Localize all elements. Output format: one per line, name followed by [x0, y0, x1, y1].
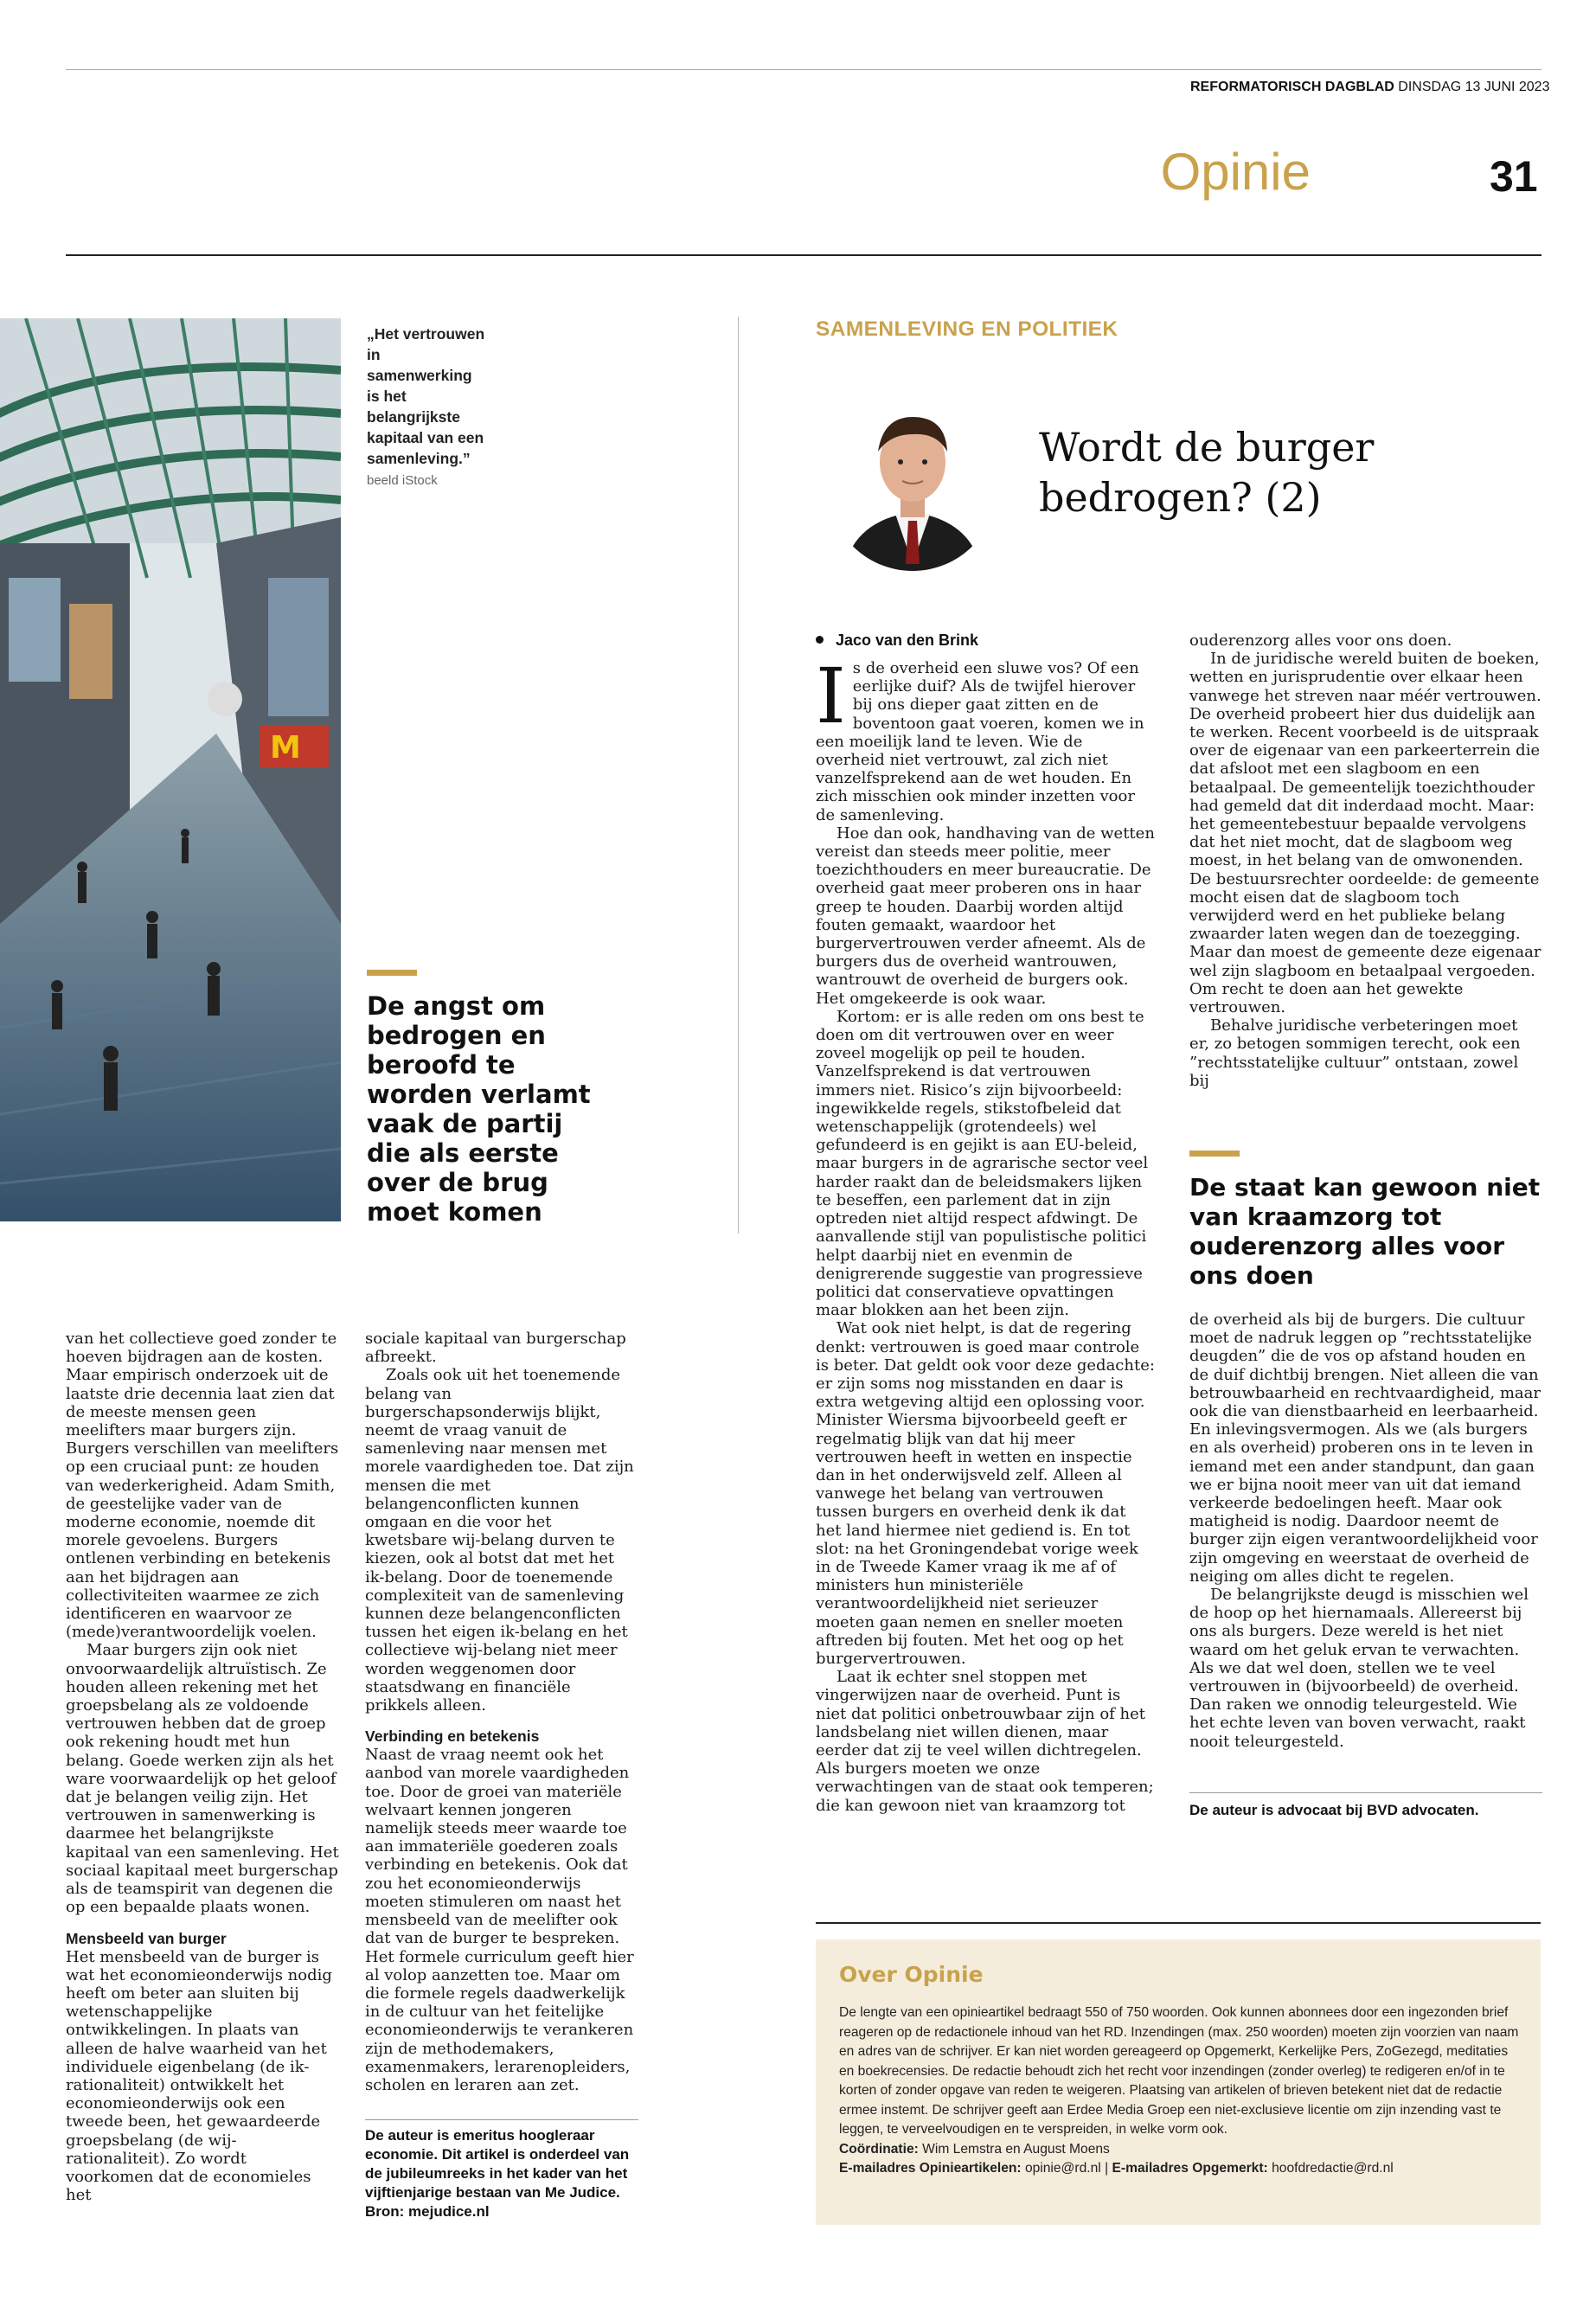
paragraph: Wat ook niet helpt, is dat de regering denkt: vertrouwen is goed maar controle is beter. Dat geldt ook voor deze gedachte: er zijn soms nog misstanden en daar is extra wetgeving altijd een oplossing voor. Minister Wiersma bijvoorbeeld geeft er regelmatig blijk van dat hij meer vertrouwen heeft in wetten en inspectie dan in het onderwijsveld zelf. Alleen al vanwege het belang van vertrouwen tussen burgers en overheid denk ik dat het land hiermee niet gediend is. En tot slot: na het Groningendebat vorige week in de Tweede Kamer vraag ik me af of ministers hun ministeriële verantwoordelijkheid niet serieuzer moeten gaan nemen en sneller moeten aftreden bij fouten. Met het oog op het burgervertrouwen.: [816, 1319, 1155, 1668]
header-rule: [66, 254, 1542, 256]
box-rule: [816, 1922, 1541, 1924]
article-rubric: SAMENLEVING EN POLITIEK: [816, 317, 1118, 341]
paragraph: Behalve juridische verbeteringen moet er, zo betogen sommigen terecht, ook een ”rechtsstatelijke cultuur” ontstaan, zowel bij: [1189, 1016, 1521, 1090]
section-title: Opinie: [1160, 143, 1311, 201]
paragraph: Hoe dan ook, handhaving van de wetten vereist dan steeds meer politie, meer toezichthouders en meer bureaucratie. De overheid gaat meer proberen ons in haar greep te houden. Daarbij worden altijd fouten gemaakt, waardoor het burgervertrouwen verder afneemt. Als de burgers dus de overheid wantrouwen, wantrouwt de overheid de burgers ook. Het omgekeerde is ook waar.: [816, 824, 1155, 1008]
bullet-icon: [816, 636, 824, 644]
subheading: Mensbeeld van burger: [66, 1929, 227, 1947]
info-box-title: Over Opinie: [839, 1962, 984, 1987]
photo-credit: beeld iStock: [367, 473, 438, 488]
pullquote-left: De angst om bedrogen en beroofd te worden verlamt vaak de partij die als eerste over de brug moet komen: [367, 991, 591, 1227]
paragraph: Het mensbeeld van de burger is wat het economieonderwijs nodig heeft om beter aan sluiten bij wetenschappelijke ontwikkelingen. In plaats van alleen de halve waarheid van het individuele eigenbelang (de ik-rationaliteit) ontwikkelt het economieonderwijs ook een tweede been, het gewaardeerde groepsbelang (de wij-rationaliteit). Zo wordt voorkomen dat de economieles het: [66, 1947, 332, 2205]
svg-text:M: M: [270, 730, 301, 766]
pullquote-accent: [1189, 1150, 1240, 1157]
footnote-rule: [365, 2119, 638, 2120]
paragraph: De belangrijkste deugd is misschien wel de hoop op het hiernamaals. Allereerst bij ons als burgers. Deze wereld is het niet waard om het geluk ervan te verwachten. Als we dat wel doen, stellen we te veel vertrouwen in (bijvoorbeeld) de overheid. Dan raken we onnodig teleurgesteld. Wie het echte leven van boven verwacht, raakt nooit teleurgesteld.: [1189, 1586, 1529, 1751]
photo-caption: „Het vertrouwen in samenwerking is het belangrijkste kapitaal van een samenleving.” beeld iStock: [367, 325, 485, 488]
paragraph: Naast de vraag neemt ook het aanbod van morele vaardigheden toe. Door de groei van materiële welvaart kennen jongeren namelijk steeds meer waarde toe aan immateriële goederen zoals verbinding en betekenis. Ook dat zou het economieonderwijs moeten stimuleren om naast het mensbeeld van de meelifter ook dat van de burger te bespreken. Het formele curriculum geeft hier al volop aanzetten toe. Maar om die formele regels daadwerkelijk in de cultuur van het feitelijke economieonderwijs te verankeren zijn de methodemakers, examenmakers, lerarenopleiders, scholen en leraren aan zet.: [365, 1746, 634, 2094]
paragraph: de overheid als bij de burgers. Die cultuur moet de nadruk leggen op ”rechtsstatelijke deugden” die de vos op afstand houden en de duif dichtbij brengen. Niet alleen die van betrouwbaarheid en rechtvaardigheid, maar ook die van dienstbaarheid en leerbaarheid. En inlevingsvermogen. Als we (als burgers en als overheid) proberen ons in te leven in iemand met een ander standpunt, dan gaan we er bijna nooit meer van uit dat iemand verkeerde bedoelingen heeft. Maar ook matigheid is nodig. Daardoor neemt de burger zijn eigen verantwoordelijkheid voor zijn omgeving en weerstaat de overheid de neiging om alles dicht te regelen.: [1189, 1311, 1541, 1586]
email-link[interactable]: opinie@rd.nl: [1024, 2161, 1101, 2176]
page-number: 31: [1490, 152, 1538, 201]
top-rule: [66, 69, 1542, 70]
pullquote-right: De staat kan gewoon niet van kraamzorg tot ouderenzorg alles voor ons doen: [1189, 1173, 1541, 1290]
column-divider: [738, 317, 739, 1234]
right-article-footnote: De auteur is advocaat bij BVD advocaten.: [1189, 1802, 1479, 1818]
paragraph: Is de overheid een sluwe vos? Of een eerlijke duif? Als de twijfel hierover bij ons dieper gaat zitten en de boventoon gaat voeren, komen we in een moeilijk land te leven. Wie de overheid niet vertrouwt, zal zich niet vanzelfsprekend aan de wet houden. En zich misschien ook minder inzetten voor de samenleving.: [816, 651, 1144, 824]
left-article-col1: [66, 1330, 339, 2204]
paragraph: In de juridische wereld buiten de boeken, wetten en jurisprudentie over elkaar heen vanwege het streven naar méér vertrouwen. De overheid probeert hier dus duidelijk aan te werken. Recent voorbeeld is de uitspraak over de eigenaar van een parkeerterrein die dat afsloot met een slagboom en een betaalpaal. De gemeentelijk toezichthouder had gemeld dat dit inderdaad mocht. Maar: het gemeentebestuur bepaalde vervolgens dat het niet mocht, dat de slagboom weg moest, in het belang van de omwonenden. De bestuursrechter oordeelde: de gemeente mocht eisen dat de slagboom toch verwijderd werd en het publieke belang zwaarder laten wegen dan de toezegging. Maar dan moest de gemeente deze eigenaar wel zijn slagboom en betaalpaal vergoeden. Om recht te doen aan het gewekte vertrouwen.: [1189, 650, 1542, 1017]
left-article-footnote: De auteur is emeritus hoogleraar economie. Dit artikel is onderdeel van de jubileumreeks in het kader van het vijftienjarige bestaan van Me Judice. Bron: mejudice.nl: [365, 2127, 630, 2220]
paragraph: van het collectieve goed zonder te hoeven bijdragen aan de kosten. Maar empirisch onderzoek uit de laatste drie decennia laat zien dat de meeste mensen geen meelifters maar burgers zijn. Burgers verschillen van meelifters op een cruciaal punt: ze houden van wederkerigheid. Adam Smith, de geestelijke vader van de moderne economie, noemde dit morele gevoelens. Burgers ontlenen verbinding en betekenis aan het bijdragen aan collectiviteiten waarmee ze zich identificeren en waarvoor ze (mede)verantwoordelijk voelen.: [66, 1330, 339, 1642]
left-article-col2: [365, 1330, 638, 2094]
right-article-col1: [816, 651, 1155, 1815]
paragraph: Maar burgers zijn ook niet onvoorwaardelijk altruïstisch. Ze houden alleen rekening met het groepsbelang als ze voldoende vertrouwen hebben dat de groep ook rekening houdt met hun belang. Goede werken zijn als het ware voorwaardelijk op het geloof dat je belangen veilig zijn. Het vertrouwen in samenwerking is daarmee het belangrijkste kapitaal van een samenleving. Het sociaal kapitaal meet burgerschap als de teamspirit van degenen die op een bepaalde plaats wonen.: [66, 1641, 339, 1917]
paragraph: sociale kapitaal van burgerschap afbreekt.: [365, 1330, 626, 1367]
paragraph: ouderenzorg alles voor ons doen.: [1189, 631, 1452, 650]
info-box-text: De lengte van een opinieartikel bedraagt 550 of 750 woorden. Ook kunnen abonnees door een ingezonden brief reageren op de redactionele inhoud van het RD. Inzendingen (max. 250 woorden) moeten zijn voorzien van naam en adres van de schrijver. Er kan niet worden gereageerd op Opgemerkt, Kerkelijke Pers, ZoGezegd, meditaties en boekrecensies. De redactie behoudt zich het recht voor inzendingen (zonder overleg) te redigeren en/of in te korten of zonder opgave van reden te weigeren. Plaatsing van artikelen of brieven betekent niet dat de redactie ermee instemt. De schrijver geeft aan Erdee Media Groep een niet-exclusieve licentie om zijn inzending vast te leggen, te verveelvoudigen en te verspreiden, in welke vorm ook. Coördinatie: Wim Lemstra en August Moens E-mailadres Opinieartikelen: opinie@rd.nl | E-mailadres Opgemerkt: hoofdredactie@rd.nl: [839, 2005, 1519, 2176]
right-article-col2-top: [1189, 631, 1542, 1090]
email-link[interactable]: hoofdredactie@rd.nl: [1272, 2161, 1394, 2176]
paragraph: Zoals ook uit het toenemende belang van burgerschapsonderwijs blijkt, neemt de vraag vanuit de samenleving naar mensen met morele vaardigheden toe. Dat zijn mensen die met belangenconflicten kunnen omgaan en die voor het kwetsbare wij-belang durven te kiezen, ook al botst dat met het ik-belang. Door de toenemende complexiteit van de samenleving kunnen deze belangenconflicten tussen het eigen ik-belang en het collectieve wij-belang niet meer worden weggenomen door staatsdwang en financiële prikkels alleen.: [365, 1366, 634, 1715]
paragraph: Kortom: er is alle reden om ons best te doen om dit vertrouwen over en weer zoveel mogelijk op peil te houden. Vanzelfsprekend is dat vertrouwen immers niet. Risico’s zijn bijvoorbeeld: ingewikkelde regels, stikstofbeleid dat wetenschappelijk (grotendeels) wel gefundeerd is en gejikt is aan EU-beleid, maar burgers in de agrarische sector veel harder raakt dan de beleidsmakers lijken te beseffen, een parlement dat in zijn optreden niet altijd respect afdwingt. De aanvallende stijl van populistische politici helpt daarbij niet en evenmin de denigrerende suggestie van progressieve politici dat conservatieve opvattingen maar blokken aan het been zijn.: [816, 1007, 1149, 1320]
subheading: Verbinding en betekenis: [365, 1727, 540, 1746]
author-byline: Jaco van den Brink: [816, 631, 978, 650]
masthead: REFORMATORISCH DAGBLAD DINSDAG 13 JUNI 2023: [1190, 80, 1550, 94]
right-article-col2-bottom: [1189, 1311, 1542, 1751]
author-portrait: [826, 391, 999, 573]
paragraph: Laat ik echter snel stoppen met vingerwijzen naar de overheid. Punt is niet dat politici onbetrouwbaar zijn of het landsbelang niet willen dienen, maar eerder dat zij te veel willen dichtregelen. Als burgers moeten we onze verwachtingen van de staat ook temperen; die kan gewoon niet van kraamzorg tot: [816, 1668, 1154, 1815]
article-headline: Wordt de burger bedrogen? (2): [1039, 424, 1375, 521]
footnote-rule: [1189, 1792, 1542, 1793]
dropcap: I: [816, 651, 846, 740]
article-photo: [0, 318, 341, 1221]
pullquote-accent: [367, 970, 417, 976]
